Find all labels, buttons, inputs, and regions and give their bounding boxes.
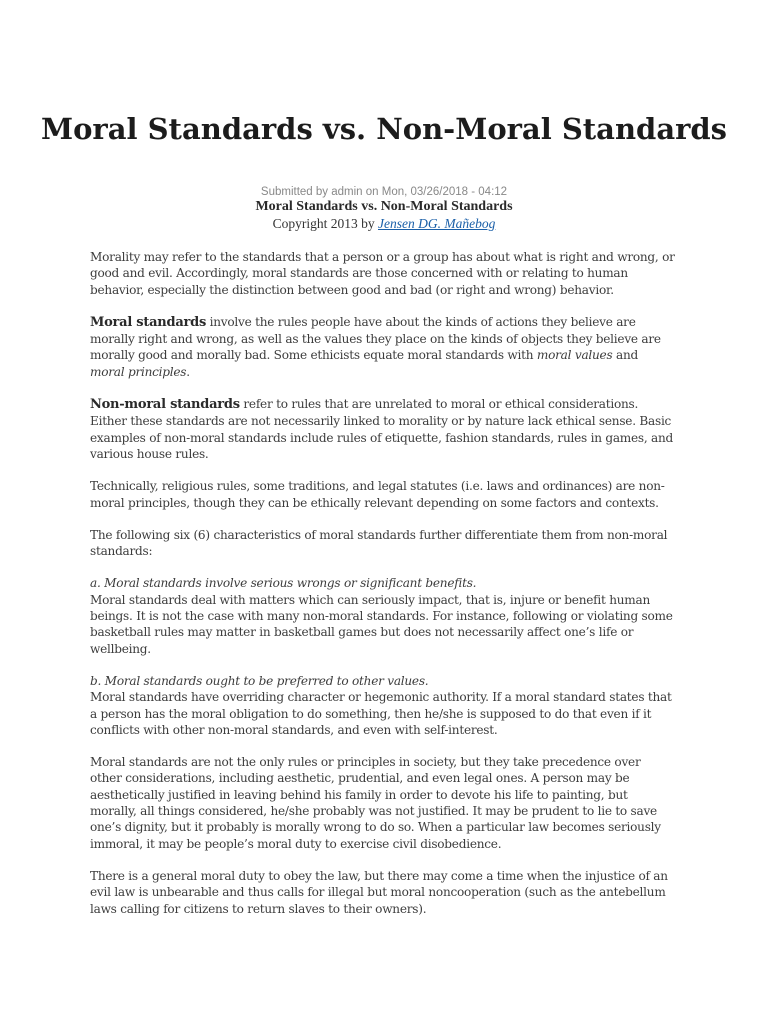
- paragraph-precedence: Moral standards are not the only rules or principles in society, but they take precedence over other considerations, including aesthetic, prudential, and even legal ones. A person may be aesthetically justified in leaving behind his family in order to devote his life to painting, but morally, all things considered, he/she probably was not justified. It may be prudent to lie to save one’s dignity, but it probably is morally wrong to do so. When a particular law becomes seriously immoral, it may be people’s moral duty to exercise civil disobedience.: [90, 755, 661, 851]
- paragraph-text: refer to rules that are unrelated to moral or ethical considerations. Either these standards are not necessarily linked to morality or by nature lack ethical sense. Basic examples of non-moral standards include rules of etiquette, fashion standards, rules in games, and various house rules.: [90, 397, 674, 461]
- paragraph-text: .: [186, 364, 190, 379]
- copyright-line: [0, 216, 768, 232]
- emphasis-moral-values: moral values: [536, 348, 613, 363]
- submitted-by-line: Submitted by admin on Mon, 03/26/2018 - 04:12: [260, 186, 508, 198]
- characteristic-b: [90, 673, 675, 738]
- characteristic-b-heading: b. Moral standards ought to be preferred to other values.: [90, 673, 429, 688]
- author-link[interactable]: Jensen DG. Mañebog: [378, 216, 496, 231]
- term-non-moral-standards: Non-moral standards: [90, 397, 240, 413]
- paragraph-six-characteristics: The following six (6) characteristics of moral standards further differentiate them from non-moral standards:: [90, 527, 668, 559]
- emphasis-moral-principles: moral principles: [90, 364, 187, 379]
- paragraph-text: and: [612, 348, 639, 363]
- characteristic-a-heading: a. Moral standards involve serious wrongs or significant benefits.: [90, 576, 477, 591]
- term-moral-standards: Moral standards: [90, 314, 207, 330]
- characteristic-b-text: Moral standards have overriding character or hegemonic authority. If a moral standard states that a person has the moral obligation to do something, then he/she is supposed to do that even if it conflicts with other non-moral standards, and even with self-interest.: [90, 690, 672, 737]
- paragraph-non-moral-standards: [90, 396, 675, 462]
- article-body: [90, 249, 675, 933]
- paragraph-text: involve the rules people have about the kinds of actions they believe are morally right and wrong, as well as the values they place on the kinds of objects they believe are morally good and morally bad. Some ethicists equate moral standards with: [90, 314, 661, 363]
- paragraph-moral-standards: [90, 314, 675, 380]
- paragraph-religious-rules: Technically, religious rules, some traditions, and legal statutes (i.e. laws and ordinances) are non-moral principles, though they can be ethically relevant depending on some factors and contexts.: [90, 479, 665, 510]
- paragraph-morality: Morality may refer to the standards that a person or a group has about what is right and wrong, or good and evil. Accordingly, moral standards are those concerned with or relating to human behavior, especially the distinction between good and bad (or right and wrong) behavior.: [90, 250, 675, 297]
- paragraph-duty-to-obey: There is a general moral duty to obey the law, but there may come a time when the injustice of an evil law is unbearable and thus calls for illegal but moral noncooperation (such as the antebellum laws calling for citizens to return slaves to their owners).: [90, 868, 668, 916]
- characteristic-a: [90, 575, 675, 656]
- characteristic-a-text: Moral standards deal with matters which can seriously impact, that is, injure or benefit human beings. It is not the case with many non-moral standards. For instance, following or violating some basketball rules may matter in basketball games but does not necessarily affect one’s life or wellbeing.: [90, 592, 673, 656]
- article-subtitle: Moral Standards vs. Non-Moral Standards: [255, 199, 513, 214]
- page-title: Moral Standards vs. Non-Moral Standards: [40, 112, 728, 146]
- copyright-prefix: Copyright 2013 by: [272, 216, 379, 231]
